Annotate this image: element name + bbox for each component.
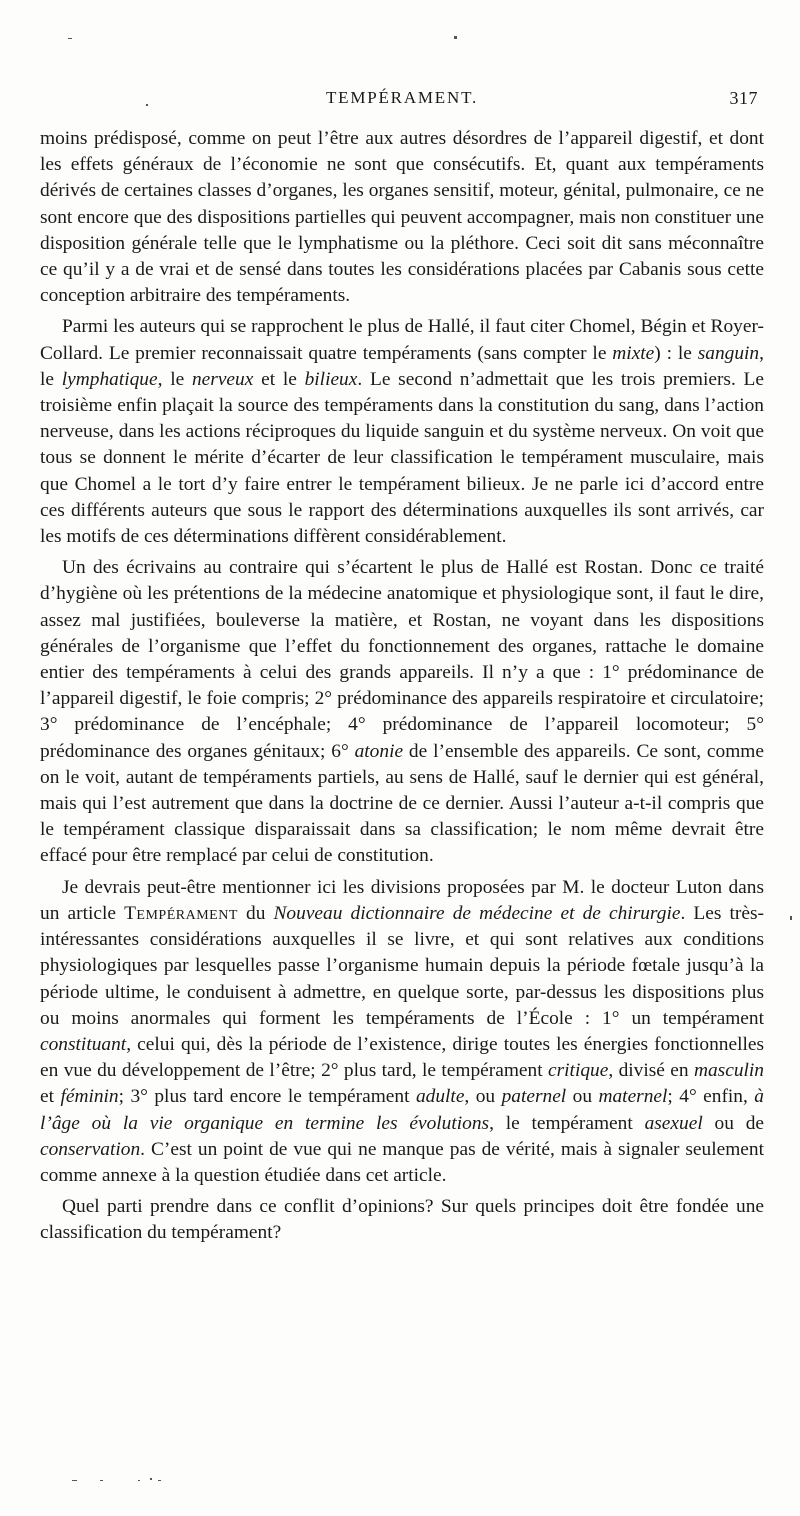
text-run: , divisé en [608,1060,694,1082]
paragraph [40,555,764,869]
italic-run: féminin [60,1086,119,1108]
text-run: . Le second n’admettait que les trois premiers. Le troisième enfin plaçait la source des tempéraments dans la constitution du sang, dans l’action nerveuse, dans les actions réciproques du liquide sanguin et du système nerveux. On voit que tous se donnent le mérite d’écarter de leur classification le tempérament musculaire, mais que Chomel a le tort d’y faire entrer le tempérament bilieux. Je ne parle ici d’accord entre ces différents auteurs que sous le rapport des déterminations auxquelles ils sont arrivés, car les motifs de ces déterminations diffèrent considérablement. [40,368,764,548]
text-run: . Les très-intéressantes considérations auxquelles il se livre, et qui sont relatives aux conditions physiologiques par lesquelles passe l’organisme humain depuis la période fœtale jusqu’à la période ultime, le conduisent à admettre, en quelque sorte, par-dessus les dispositions plus ou moins anormales qui forment les tempéraments de l’École : 1° un tempérament [40,902,764,1029]
paragraph [40,1194,764,1246]
text-run: Un des écrivains au contraire qui s’écartent le plus de Hallé est Rostan. Donc ce traité d’hygiène où les prétentions de la médecine anatomique et physiologique sont, il faut le dire, assez mal justifiées, bouleverse la matière, et Rostan, ne voyant dans les dispositions générales de l’organisme que l’effet du fonctionnement des organes, rattache le domaine entier des tempéraments à celui des grands appareils. Il n’y a que : 1° prédominance de l’appareil digestif, le foie compris; 2° prédominance des appareils respiratoire et circulatoire; 3° prédominance de l’encéphale; 4° prédominance de l’appareil locomoteur; 5° prédominance des organes génitaux; 6° [40,557,764,762]
italic-run: bilieux [304,368,358,390]
text-run: , le [157,368,192,390]
text-run: et le [253,368,305,390]
italic-run: atonie [354,740,404,762]
text-run: . C’est un point de vue qui ne manque pas de vérité, mais à signaler seulement comme annexe à la question étudiée dans cet article. [40,1138,764,1186]
print-speck [790,916,792,920]
italic-run: mixte [612,342,655,364]
paragraph [40,875,764,1189]
text-run: , ou [464,1086,502,1108]
body-text [40,126,764,1252]
text-run: Quel parti prendre dans ce conflit d’opinions? Sur quels principes doit être fondée une classification du tempérament? [40,1196,764,1244]
text-run: , celui qui, dès la période de l’existence, dirige toutes les énergies fonctionnelles en vue du développement de l’être; 2° plus tard, le tempérament [40,1033,764,1082]
text-run: , le tempérament [489,1112,645,1134]
italic-run: constituant [40,1033,127,1055]
paragraph [40,126,764,309]
page-number: 317 [729,88,758,108]
text-run: , le [40,342,764,390]
italic-run: nerveux [191,368,254,390]
print-speck [100,1480,103,1481]
text-run: Je devrais peut-être mentionner ici les divisions proposées par M. le docteur Luton dans un article [40,876,764,924]
text-run: du [237,902,274,924]
print-speck [68,38,72,39]
text-run: ou [566,1086,599,1108]
italic-run: paternel [501,1086,567,1108]
text-run: ou de [702,1112,765,1134]
italic-run: lymphatique [61,368,158,390]
small-caps-run: Tempérament [124,902,238,924]
text-run: de l’ensemble des appareils. Ce sont, comme on le voit, autant de tempéraments partiels, au sens de Hallé, sauf le dernier qui est général, mais qui l’est autrement que dans la doctrine de ce dernier. Aussi l’auteur a-t-il compris que le tempérament classique disparaissait dans sa classification; le nom même devrait être effacé pour être remplacé par celui de constitution. [40,740,764,867]
text-run: ; 4° enfin, [667,1086,755,1108]
paragraph [40,314,764,550]
print-speck [150,1478,152,1480]
italic-run: masculin [693,1060,764,1082]
italic-run: adulte [415,1086,465,1108]
print-speck [158,1480,161,1481]
text-run: Parmi les auteurs qui se rapprochent le plus de Hallé, il faut citer Chomel, Bégin et Royer-Collard. Le premier reconnaissait quatre tempéraments (sans compter le [40,316,764,364]
running-title: TEMPÉRAMENT. [325,88,479,107]
italic-run: maternel [598,1086,668,1108]
italic-run: asexuel [644,1112,703,1134]
italic-run: critique [548,1060,609,1082]
print-speck [138,1480,140,1481]
text-run: ) : le [654,342,698,364]
print-speck [454,36,457,39]
italic-run: à l’âge où la vie organique en termine les évolutions [40,1086,764,1134]
page-header [40,88,764,114]
text-run: et [40,1086,61,1108]
text-run: ; 3° plus tard encore le tempérament [118,1086,416,1108]
print-speck [72,1480,77,1481]
italic-run: sanguin [697,342,760,364]
italic-run: Nouveau dictionnaire de médecine et de chirurgie [273,902,681,924]
italic-run: conservation [40,1138,141,1160]
text-run: moins prédisposé, comme on peut l’être aux autres désordres de l’appareil digestif, et dont les effets généraux de l’économie ne sont que consécutifs. Et, quant aux tempéraments dérivés de certaines classes d’organes, les organes sensitif, moteur, génital, pulmonaire, ce ne sont encore que des dispositions partielles qui peuvent accompagner, mais non constituer une disposition générale telle que le lymphatisme ou la pléthore. Ceci soit dit sans méconnaître ce qu’il y a de vrai et de sensé dans toutes les considérations placées par Cabanis sous cette conception arbitraire des tempéraments. [40,128,764,307]
